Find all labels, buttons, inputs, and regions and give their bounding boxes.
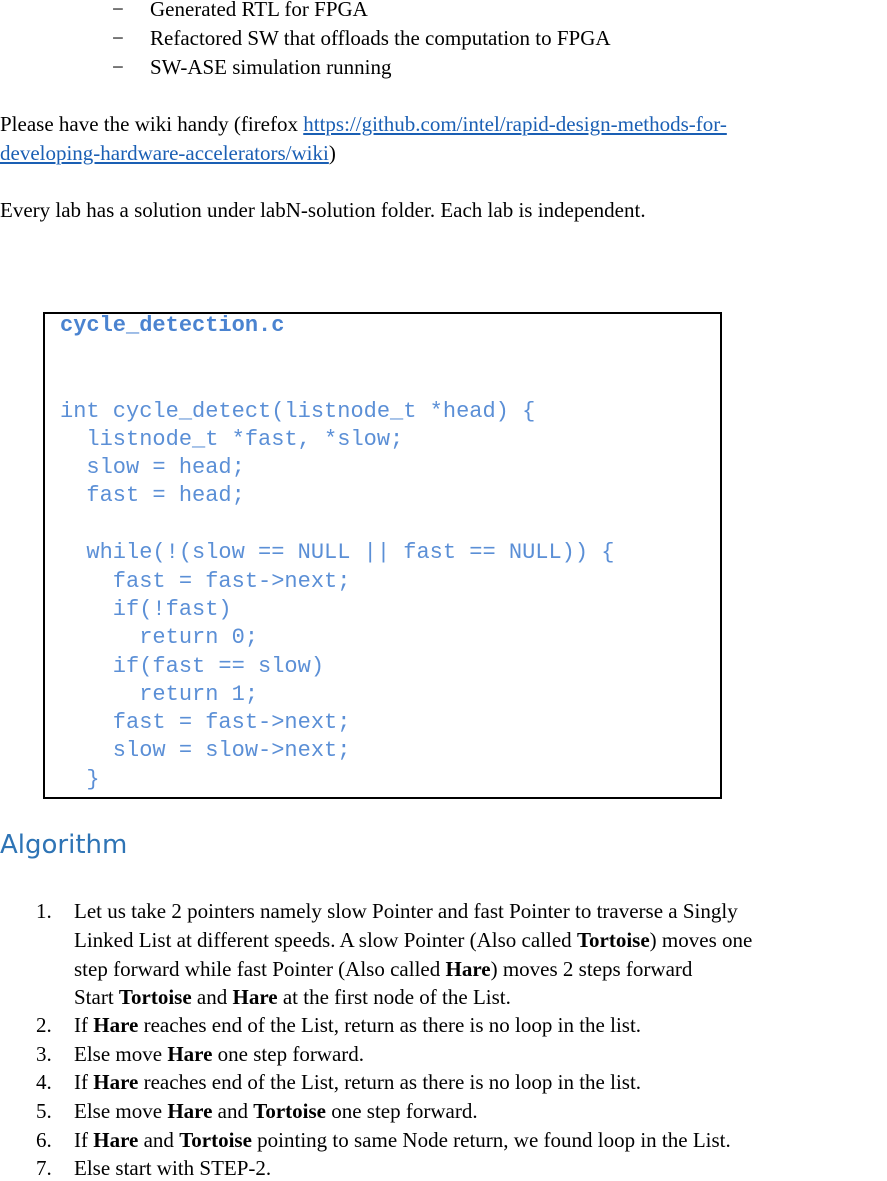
dash-icon: − (112, 55, 124, 79)
step-5 (74, 1099, 478, 1124)
hare-term: Hare (445, 957, 491, 981)
wiki-paragraph-line2 (0, 141, 336, 166)
step-1-line-2 (74, 928, 752, 953)
text-run: If (74, 1128, 94, 1152)
code-line: fast = head; (60, 483, 245, 508)
solution-note: Every lab has a solution under labN-solution folder. Each lab is independent. (0, 198, 646, 222)
text-run: reaches end of the List, return as there is no loop in the list. (138, 1013, 642, 1037)
code-line: if(fast == slow) (60, 654, 325, 679)
step-number: 6. (36, 1128, 52, 1152)
code-line: while(!(slow == NULL || fast == NULL)) { (60, 540, 615, 565)
step-number: 4. (36, 1070, 52, 1094)
hare-term: Hare (93, 1013, 139, 1037)
code-line: int cycle_detect(listnode_t *head) { (60, 399, 536, 424)
step-7: Else start with STEP-2. (74, 1156, 272, 1180)
text-run: one step forward. (212, 1042, 365, 1066)
text-run: If (74, 1070, 94, 1094)
step-number: 3. (36, 1042, 52, 1066)
text-run: If (74, 1013, 94, 1037)
code-line: fast = fast->next; (60, 710, 351, 735)
wiki-link-continued[interactable]: developing-hardware-accelerators/wiki (0, 141, 329, 165)
code-line: return 0; (60, 625, 259, 650)
step-number: 1. (36, 899, 52, 923)
step-6 (74, 1128, 731, 1153)
text-run: Else move (74, 1099, 168, 1123)
bullet-text: Refactored SW that offloads the computation to FPGA (150, 26, 611, 50)
step-1-line-3 (74, 957, 692, 982)
code-line: slow = slow->next; (60, 738, 351, 763)
code-line: if(!fast) (60, 597, 232, 622)
step-number: 5. (36, 1099, 52, 1123)
step-1-line-1: Let us take 2 pointers namely slow Pointer and fast Pointer to traverse a Singly (74, 899, 738, 923)
wiki-link[interactable]: https://github.com/intel/rapid-design-methods-for- (303, 112, 727, 136)
tortoise-term: Tortoise (179, 1128, 252, 1152)
text-run: pointing to same Node return, we found loop in the List. (251, 1128, 731, 1152)
text-run: reaches end of the List, return as there is no loop in the list. (138, 1070, 642, 1094)
tortoise-term: Tortoise (253, 1099, 326, 1123)
bullet-text: SW-ASE simulation running (150, 55, 392, 79)
step-2 (74, 1013, 641, 1038)
step-number: 7. (36, 1156, 52, 1180)
text-run: and (138, 1128, 180, 1152)
code-line: } (60, 767, 100, 792)
text-run: at the first node of the List. (277, 985, 511, 1009)
text-run: Start (74, 985, 119, 1009)
wiki-prefix: Please have the wiki handy (firefox (0, 112, 304, 136)
code-line: listnode_t *fast, *slow; (60, 427, 404, 452)
code-line: fast = fast->next; (60, 569, 351, 594)
hare-term: Hare (167, 1099, 213, 1123)
algorithm-heading: Algorithm (0, 830, 128, 860)
step-4 (74, 1070, 641, 1095)
step-1-line-4 (74, 985, 511, 1010)
text-run: step forward while fast Pointer (Also called (74, 957, 446, 981)
bullet-text: Generated RTL for FPGA (150, 0, 368, 21)
wiki-suffix: ) (328, 141, 336, 165)
text-run: one step forward. (325, 1099, 478, 1123)
text-run: Linked List at different speeds. A slow Pointer (Also called (74, 928, 577, 952)
dash-icon: − (112, 0, 124, 21)
step-3 (74, 1042, 364, 1067)
hare-term: Hare (93, 1070, 139, 1094)
hare-term: Hare (167, 1042, 213, 1066)
text-run: ) moves 2 steps forward (490, 957, 693, 981)
code-line: slow = head; (60, 455, 245, 480)
text-run: and (212, 1099, 254, 1123)
step-number: 2. (36, 1013, 52, 1037)
tortoise-term: Tortoise (118, 985, 192, 1009)
hare-term: Hare (232, 985, 278, 1009)
tortoise-term: Tortoise (576, 928, 650, 952)
code-title: cycle_detection.c (60, 313, 285, 338)
text-run: and (191, 985, 233, 1009)
text-run: ) moves one (649, 928, 753, 952)
code-line: return 1; (60, 682, 259, 707)
dash-icon: − (112, 26, 124, 50)
wiki-paragraph-line1 (0, 112, 727, 137)
text-run: Else move (74, 1042, 168, 1066)
hare-term: Hare (93, 1128, 139, 1152)
